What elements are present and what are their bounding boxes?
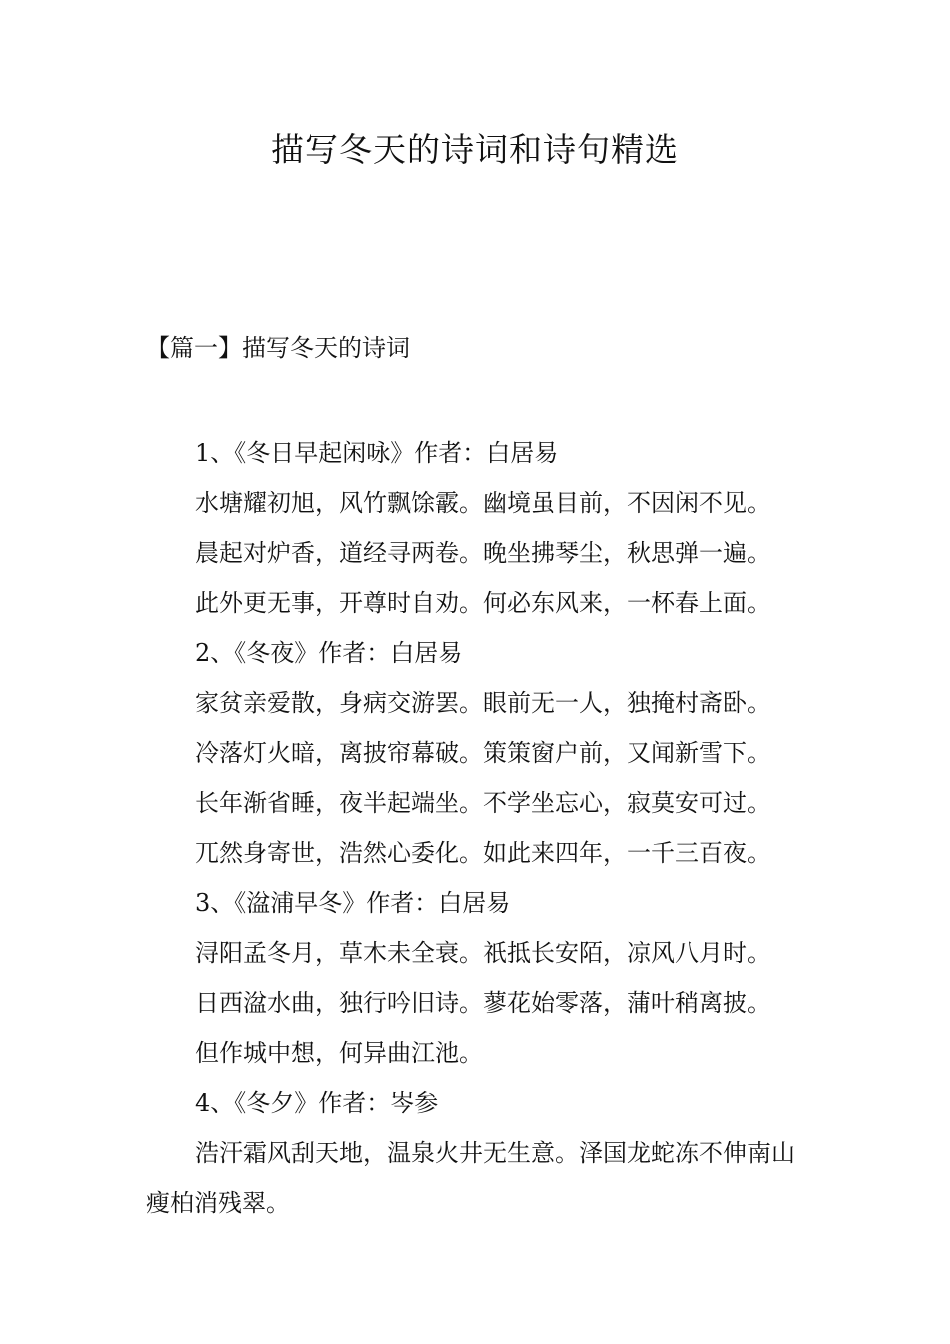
poem-title-line: 3、《湓浦早冬》作者：白居易 — [195, 889, 511, 917]
document-title: 描写冬天的诗词和诗句精选 — [271, 130, 679, 169]
poem-line: 冷落灯火暗，离披帘幕破。策策窗户前，又闻新雪下。 — [195, 739, 771, 767]
poem-line: 水塘耀初旭，风竹飘馀霰。幽境虽目前，不因闲不见。 — [195, 489, 771, 517]
poem-title-line: 4、《冬夕》作者：岑参 — [195, 1089, 439, 1117]
poem-line: 日西湓水曲，独行吟旧诗。蓼花始零落，蒲叶稍离披。 — [195, 989, 771, 1017]
poem-line: 浔阳孟冬月，草木未全衰。祇抵长安陌，凉风八月时。 — [195, 939, 771, 967]
poem-line: 但作城中想，何异曲江池。 — [195, 1039, 483, 1067]
poem-body — [146, 428, 826, 1228]
poem-line: 家贫亲爱散，身病交游罢。眼前无一人，独掩村斋卧。 — [195, 689, 771, 717]
poem-line: 此外更无事，开尊时自劝。何必东风来，一杯春上面。 — [195, 589, 771, 617]
poem-title-line: 2、《冬夜》作者：白居易 — [195, 639, 463, 667]
section-heading: 【篇一】描写冬天的诗词 — [146, 334, 410, 362]
poem-line: 长年渐省睡，夜半起端坐。不学坐忘心，寂莫安可过。 — [195, 789, 771, 817]
poem-line: 兀然身寄世，浩然心委化。如此来四年，一千三百夜。 — [195, 839, 771, 867]
poem-line: 浩汗霜风刮天地，温泉火井无生意。泽国龙蛇冻不伸南山瘦柏消残翠。 — [146, 1139, 795, 1217]
poem-line: 晨起对炉香，道经寻两卷。晚坐拂琴尘，秋思弹一遍。 — [195, 539, 771, 567]
poem-title-line: 1、《冬日早起闲咏》作者：白居易 — [195, 439, 559, 467]
